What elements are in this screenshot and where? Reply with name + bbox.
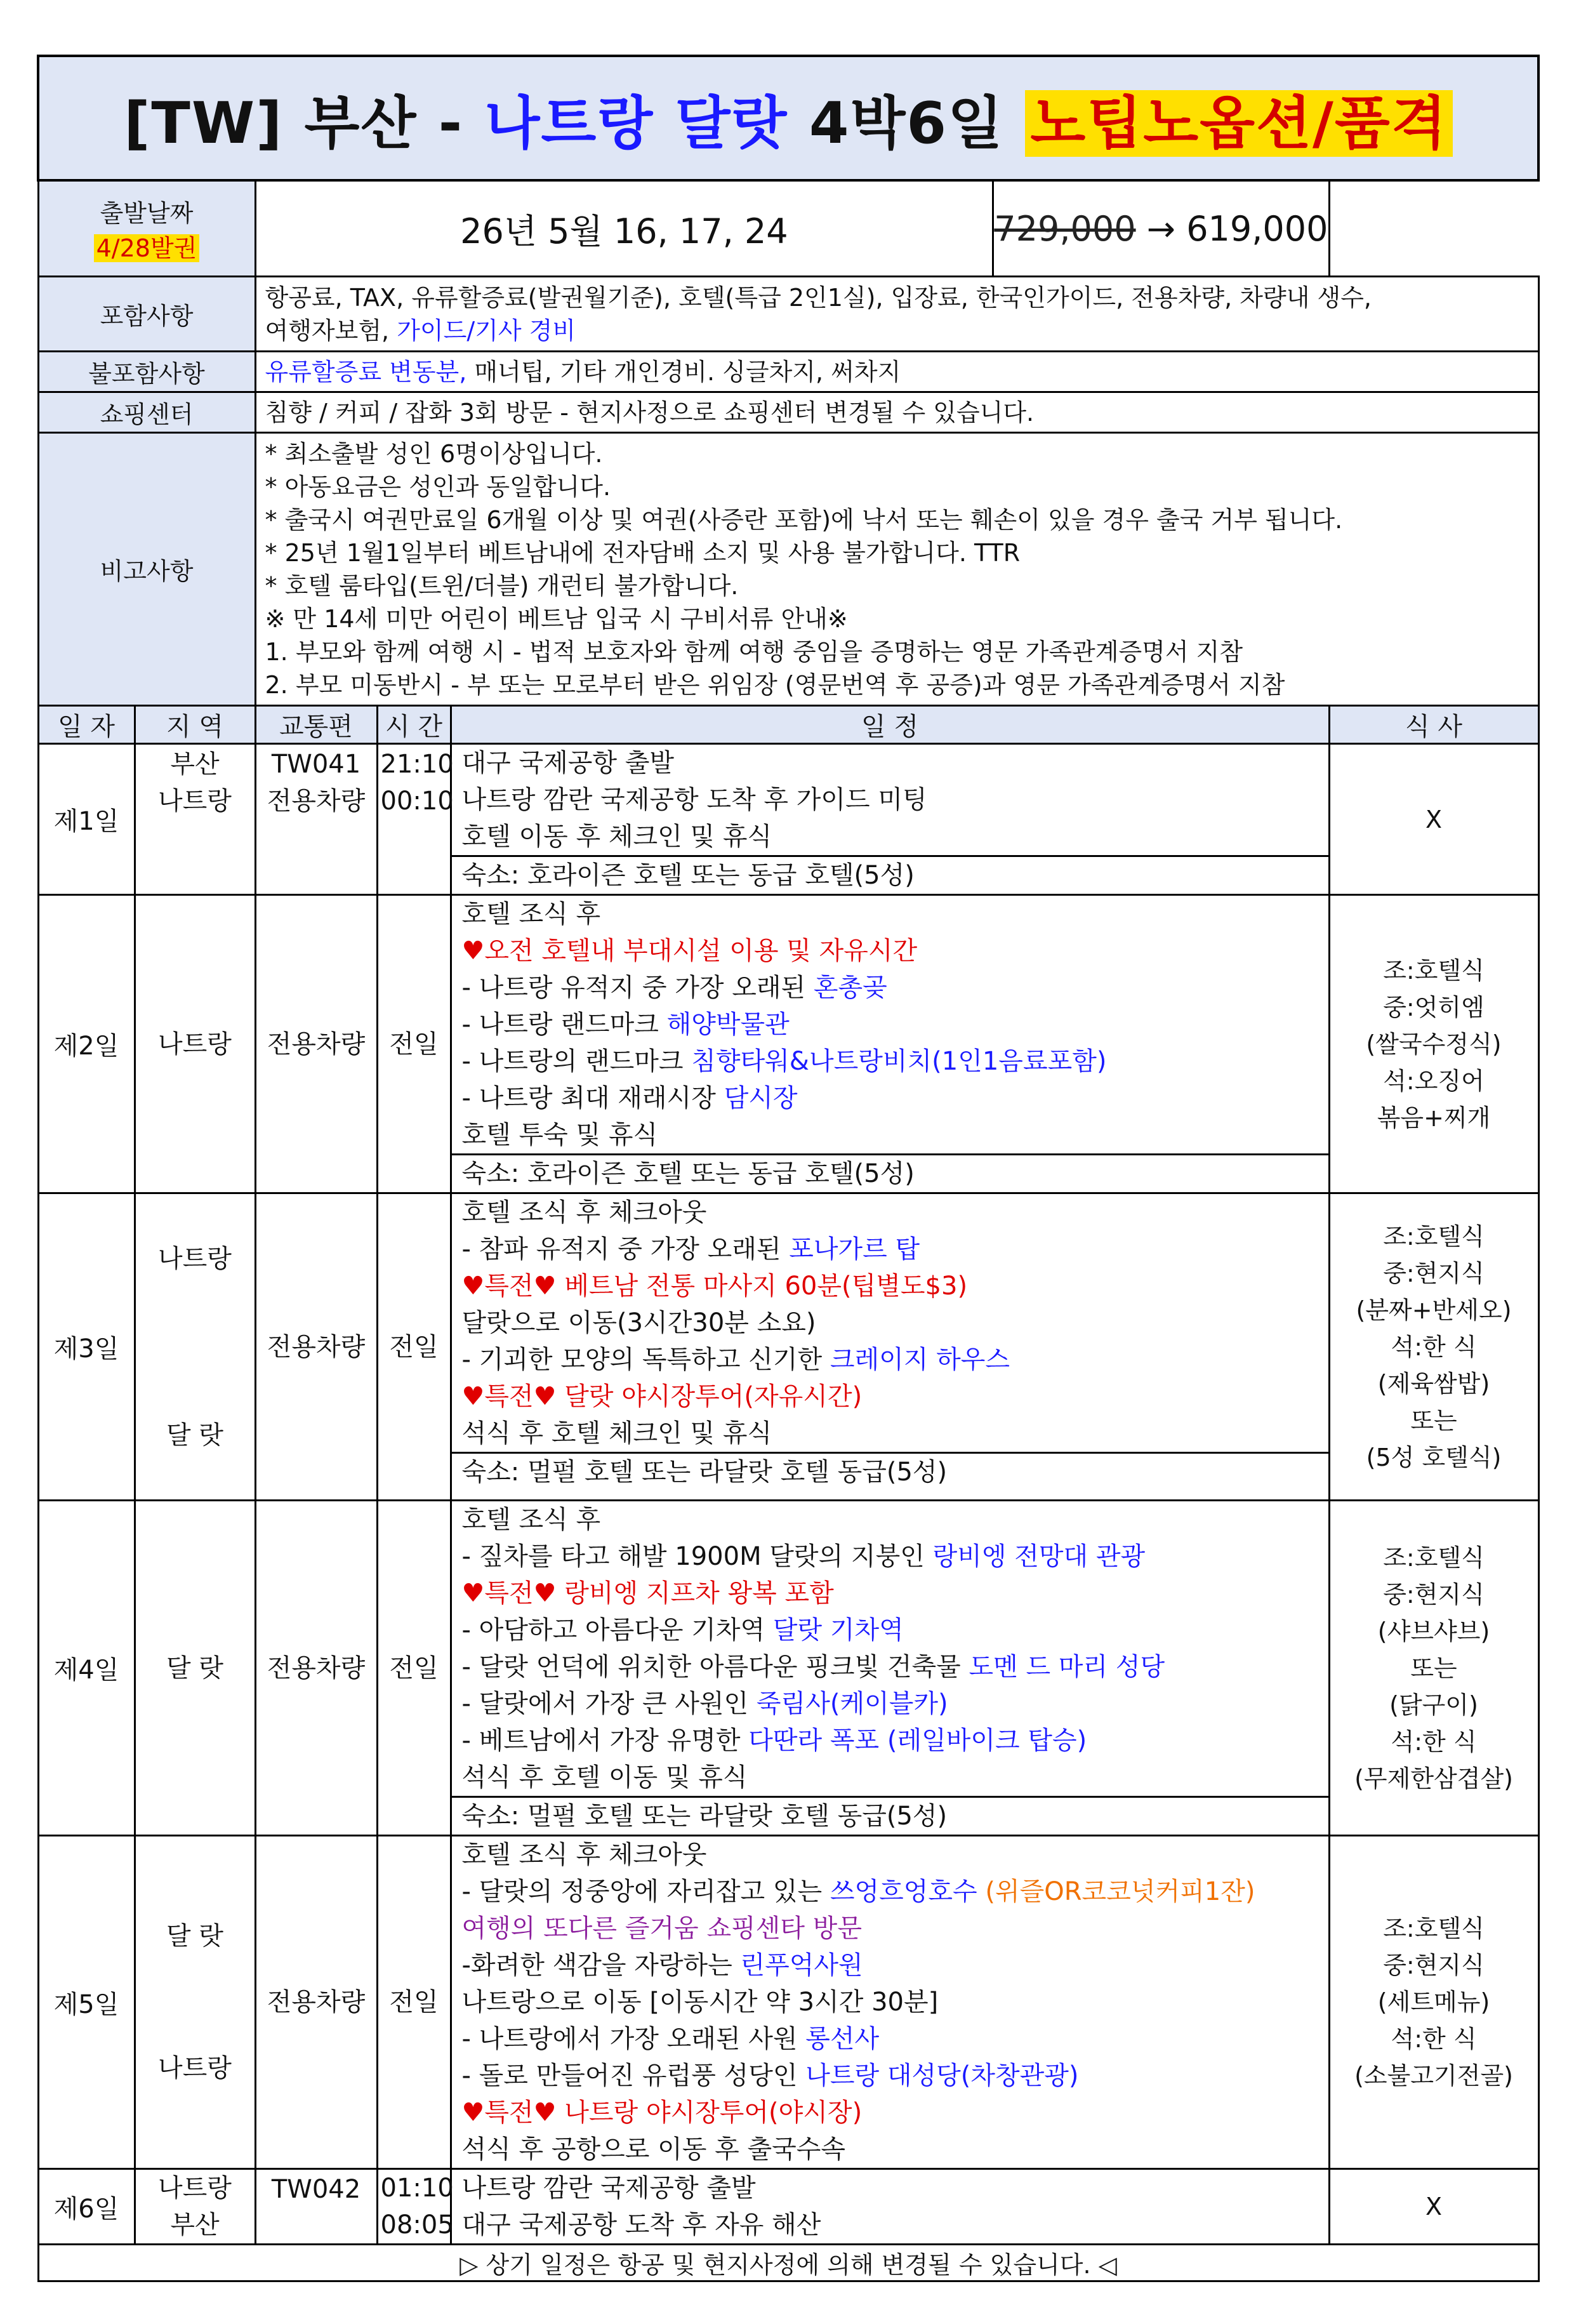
hotel-line: 숙소: 호라이즌 호텔 또는 동급 호텔(5성): [452, 855, 1328, 894]
included-line-1: 항공료, TAX, 유류할증료(발권월기준), 호텔(특급 2인1실), 입장료, 한국인가이드, 전용차량, 차량내 생수,: [265, 283, 1372, 312]
meal-info: [1329, 1193, 1538, 1501]
meal-line: 중:현지식: [1383, 1259, 1485, 1287]
meal-line: 조:호텔식: [1383, 1222, 1485, 1251]
schedule-line: 호텔 조식 후: [461, 1505, 601, 1534]
attraction: 해양박물관: [666, 1010, 790, 1039]
schedule-line: 대구 국제공항 도착 후 자유 해산: [461, 2210, 821, 2240]
schedule-cell: [451, 744, 1329, 895]
schedule-line: -화려한 색감을 자랑하는: [461, 1951, 741, 1980]
remark-line: * 호텔 룸타입(트윈/더블) 개런티 불가합니다.: [265, 571, 739, 600]
day-label: 제5일: [38, 1836, 135, 2169]
price: [994, 182, 1328, 276]
meal-info: X: [1329, 2169, 1538, 2245]
time: 전일: [377, 1836, 451, 2169]
itinerary-table: [37, 55, 1540, 2282]
remark-line: 1. 부모와 함께 여행 시 - 법적 보호자와 함께 여행 중임을 증명하는 영문 가족관계증명서 지참: [265, 637, 1243, 666]
meal-line: (분짜+반세오): [1356, 1296, 1512, 1324]
coffee-note: (위즐OR코코넛커피1잔): [977, 1877, 1255, 1906]
meal-line: 볶음+찌개: [1377, 1103, 1491, 1132]
day-row: [38, 2169, 1538, 2245]
attraction: 크레이지 하우스: [830, 1345, 1010, 1374]
region: 나트랑: [158, 2174, 232, 2203]
region: 부산: [170, 750, 220, 779]
title-prefix: [TW] 부산 -: [124, 90, 485, 157]
page-title: [38, 56, 1538, 180]
meal-line: (소불고기전골): [1354, 2062, 1513, 2090]
schedule-line: - 달랏에서 가장 큰 사원인: [461, 1689, 757, 1718]
time: 21:10: [380, 750, 454, 779]
col-transport: 교통편: [255, 706, 377, 744]
included-label: 포함사항: [38, 277, 255, 352]
region: 달 랏: [166, 1922, 223, 1951]
attraction: 다딴라 폭포 (레일바이크 탑승): [748, 1726, 1087, 1755]
schedule-line: 나트랑 깜란 국제공항 출발: [461, 2174, 756, 2203]
meal-line: (무제한삼겹살): [1354, 1764, 1513, 1793]
region: 부산: [170, 2210, 220, 2240]
schedule-line: - 베트남에서 가장 유명한: [461, 1726, 749, 1755]
attraction: 도멘 드 마리 성당: [969, 1652, 1165, 1682]
time: 전일: [377, 1193, 451, 1501]
excluded-rest: 매너팁, 기타 개인경비. 싱글차지, 써차지: [466, 357, 901, 386]
hotel-line: 숙소: 호라이즌 호텔 또는 동급 호텔(5성): [452, 1153, 1328, 1192]
schedule-line: 나트랑 깜란 국제공항 도착 후 가이드 미팅: [461, 785, 927, 814]
schedule-line: 대구 국제공항 출발: [461, 748, 675, 778]
schedule-line: - 달랏의 정중앙에 자리잡고 있는: [461, 1877, 830, 1906]
hotel-line: 숙소: 멀펄 호텔 또는 라달랏 호텔 동급(5성): [452, 1796, 1328, 1835]
meal-line: (닭구이): [1389, 1690, 1478, 1719]
schedule-cell: [451, 1193, 1329, 1501]
day-row: [38, 895, 1538, 1193]
meal-line: 석:오징어: [1383, 1066, 1485, 1095]
schedule-line: - 짚차를 타고 해발 1900M 달랏의 지붕인: [461, 1542, 933, 1571]
attraction: 혼총곶: [813, 973, 887, 1002]
shopping-line: 여행의 또다른 즐거움 쇼핑센타 방문: [461, 1914, 862, 1943]
col-day: 일 자: [38, 706, 135, 744]
region: 나트랑: [158, 2054, 232, 2083]
remarks-list: [255, 433, 1538, 706]
meal-line: 조:호텔식: [1383, 956, 1485, 985]
transport: 전용차량: [255, 1501, 377, 1836]
region: 달 랏: [166, 1420, 223, 1450]
attraction: 죽림사(케이블카): [756, 1689, 948, 1718]
meal-line: 석:한 식: [1391, 2025, 1477, 2053]
col-meal: 식 사: [1329, 706, 1538, 744]
ticketing-badge: 4/28발권: [94, 234, 200, 262]
meal-line: 중:엇히엠: [1383, 993, 1485, 1021]
footer-note: ▷ 상기 일정은 항공 및 현지사정에 의해 변경될 수 있습니다. ◁: [38, 2245, 1538, 2281]
schedule-line: 석식 후 공항으로 이동 후 출국수속: [461, 2135, 846, 2164]
schedule-cell: [451, 1836, 1329, 2169]
included-guide-fee: 가이드/기사 경비: [397, 316, 576, 345]
col-region: 지 역: [135, 706, 255, 744]
attraction: 포나가르 탑: [789, 1235, 920, 1264]
schedule-line: - 돌로 만들어진 유럽풍 성당인: [461, 2061, 806, 2090]
hotel-line: 숙소: 멀펄 호텔 또는 라달랏 호텔 동급(5성): [452, 1452, 1328, 1491]
excluded-fuel: 유류할증료 변동분,: [265, 357, 467, 386]
special-line: ♥특전♥ 랑비엥 지프차 왕복 포함: [461, 1579, 834, 1608]
departure-label: 출발날짜: [100, 199, 194, 227]
schedule-line: 호텔 조식 후: [461, 900, 601, 929]
schedule-line: 호텔 조식 후 체크아웃: [461, 1198, 707, 1227]
included-text: [255, 277, 1538, 352]
shopping-label: 쇼핑센터: [38, 392, 255, 433]
attraction: 린푸억사원: [740, 1951, 863, 1980]
meal-info: [1329, 1501, 1538, 1836]
day-label: 제6일: [38, 2169, 135, 2245]
time: 08:05: [380, 2210, 454, 2240]
time: 01:10: [380, 2174, 454, 2203]
price-arrow: →: [1146, 208, 1176, 249]
schedule-header: [38, 706, 1538, 744]
day-label: 제4일: [38, 1501, 135, 1836]
transport: 전용차량: [255, 1193, 377, 1501]
time: 전일: [377, 895, 451, 1193]
remark-line: * 25년 1월1일부터 베트남내에 전자담배 소지 및 사용 불가합니다. TTR: [265, 538, 1021, 567]
region: 달 랏: [135, 1501, 255, 1836]
schedule-line: 호텔 조식 후 체크아웃: [461, 1840, 707, 1869]
remark-line: * 아동요금은 성인과 동일합니다.: [265, 472, 611, 501]
schedule-line: 달랏으로 이동(3시간30분 소요): [461, 1308, 816, 1338]
attraction: 쓰엉흐엉호수: [830, 1877, 977, 1906]
meal-line: 또는: [1410, 1406, 1457, 1435]
meal-info: [1329, 1836, 1538, 2169]
meal-line: (5성 호텔식): [1366, 1443, 1502, 1471]
meal-line: 조:호텔식: [1383, 1543, 1485, 1572]
schedule-cell: [451, 2169, 1329, 2245]
schedule-line: - 참파 유적지 중 가장 오래된: [461, 1235, 790, 1264]
schedule-line: 석식 후 호텔 체크인 및 휴식: [461, 1419, 772, 1448]
meal-line: 석:한 식: [1391, 1727, 1477, 1756]
attraction: 침향타워&나트랑비치(1인1음료포함): [691, 1047, 1107, 1076]
excluded-text: [255, 352, 1538, 392]
attraction: 랑비엥 전망대 관광: [932, 1542, 1146, 1571]
meal-line: (샤브샤브): [1377, 1617, 1490, 1645]
attraction: 롱선사: [805, 2024, 880, 2054]
meal-line: 또는: [1410, 1654, 1457, 1682]
remark-line: ※ 만 14세 미만 어린이 베트남 입국 시 구비서류 안내※: [265, 604, 848, 633]
region: 나트랑: [135, 895, 255, 1193]
special-line: ♥특전♥ 베트남 전통 마사지 60분(팁별도$3): [461, 1272, 968, 1301]
region: 나트랑: [158, 1244, 232, 1273]
schedule-line: 나트랑으로 이동 [이동시간 약 3시간 30분]: [461, 1988, 939, 2017]
schedule-line: - 아담하고 아름다운 기차역: [461, 1616, 773, 1645]
meal-line: (쌀국수정식): [1366, 1030, 1502, 1058]
special-line: ♥특전♥ 달랏 야시장투어(자유시간): [461, 1382, 863, 1411]
transport: 전용차량: [267, 787, 366, 816]
meal-info: X: [1329, 744, 1538, 895]
time: 00:10: [380, 787, 454, 816]
meal-line: (제육쌈밥): [1377, 1369, 1490, 1398]
meal-line: 석:한 식: [1391, 1332, 1477, 1361]
old-price: 729,000: [994, 208, 1136, 249]
schedule-line: - 나트랑 랜드마크: [461, 1010, 667, 1039]
departure-label-cell: [38, 180, 255, 277]
flight-number: TW042: [255, 2169, 377, 2245]
schedule-line: - 나트랑의 랜드마크: [461, 1047, 692, 1076]
schedule-line: 호텔 이동 후 체크인 및 휴식: [461, 822, 772, 851]
meal-line: 조:호텔식: [1383, 1915, 1485, 1942]
schedule-line: - 기괴한 모양의 독특하고 신기한: [461, 1345, 830, 1374]
excluded-label: 불포함사항: [38, 352, 255, 392]
meal-line: 중:현지식: [1383, 1580, 1485, 1609]
schedule-line: 석식 후 호텔 이동 및 휴식: [461, 1763, 748, 1792]
transport: 전용차량: [255, 1836, 377, 2169]
meal-line: 중:현지식: [1383, 1951, 1485, 1979]
remark-line: * 출국시 여권만료일 6개월 이상 및 여권(사증란 포함)에 낙서 또는 훼손이 있을 경우 출국 거부 됩니다.: [265, 505, 1343, 534]
attraction: 나트랑 대성당(차창관광): [805, 2061, 1079, 2090]
included-line-2: 여행자보험,: [265, 316, 397, 345]
departure-dates: 26년 5월 16, 17, 24: [256, 182, 995, 276]
title-route: 나트랑 달랏: [484, 90, 788, 157]
schedule-line: - 나트랑 최대 재래시장: [461, 1084, 724, 1113]
attraction: 담시장: [724, 1084, 798, 1113]
schedule-line: - 나트랑 유적지 중 가장 오래된: [461, 973, 814, 1002]
day-row: [38, 1193, 1538, 1501]
time: 전일: [377, 1501, 451, 1836]
col-time: 시 간: [377, 706, 451, 744]
day-label: 제3일: [38, 1193, 135, 1501]
schedule-cell: [451, 1501, 1329, 1836]
day-row: [38, 744, 1538, 895]
remark-line: 2. 부모 미동반시 - 부 또는 모로부터 받은 위임장 (영문번역 후 공증)과 영문 가족관계증명서 지참: [265, 670, 1285, 699]
col-schedule: 일 정: [451, 706, 1329, 744]
meal-info: [1329, 895, 1538, 1193]
schedule-line: 호텔 투숙 및 휴식: [461, 1120, 658, 1150]
special-line: ♥오전 호텔내 부대시설 이용 및 자유시간: [461, 936, 918, 966]
schedule-line: - 나트랑에서 가장 오래된 사원: [461, 2024, 806, 2054]
day-label: 제2일: [38, 895, 135, 1193]
special-line: ♥특전♥ 나트랑 야시장투어(야시장): [461, 2098, 863, 2127]
schedule-line: - 달랏 언덕에 위치한 아름다운 핑크빛 건축물: [461, 1652, 969, 1682]
attraction: 달랏 기차역: [772, 1616, 904, 1645]
schedule-cell: [451, 895, 1329, 1193]
transport: 전용차량: [255, 895, 377, 1193]
itinerary-sheet: [37, 55, 1537, 2282]
day-row: [38, 1501, 1538, 1836]
title-duration: 4박6일: [788, 90, 1026, 157]
new-price: 619,000: [1186, 208, 1328, 249]
shopping-text: 침향 / 커피 / 잡화 3회 방문 - 현지사정으로 쇼핑센터 변경될 수 있습니다.: [255, 392, 1538, 433]
departure-dates-cell: [255, 180, 1329, 277]
meal-line: (세트메뉴): [1377, 1988, 1490, 2016]
remark-line: * 최소출발 성인 6명이상입니다.: [265, 439, 603, 468]
remarks-label: 비고사항: [38, 433, 255, 706]
day-label: 제1일: [38, 744, 135, 895]
flight-number: TW041: [271, 750, 361, 779]
title-tag: 노팁노옵션/품격: [1025, 90, 1452, 157]
day-row: [38, 1836, 1538, 2169]
region: 나트랑: [158, 787, 232, 816]
